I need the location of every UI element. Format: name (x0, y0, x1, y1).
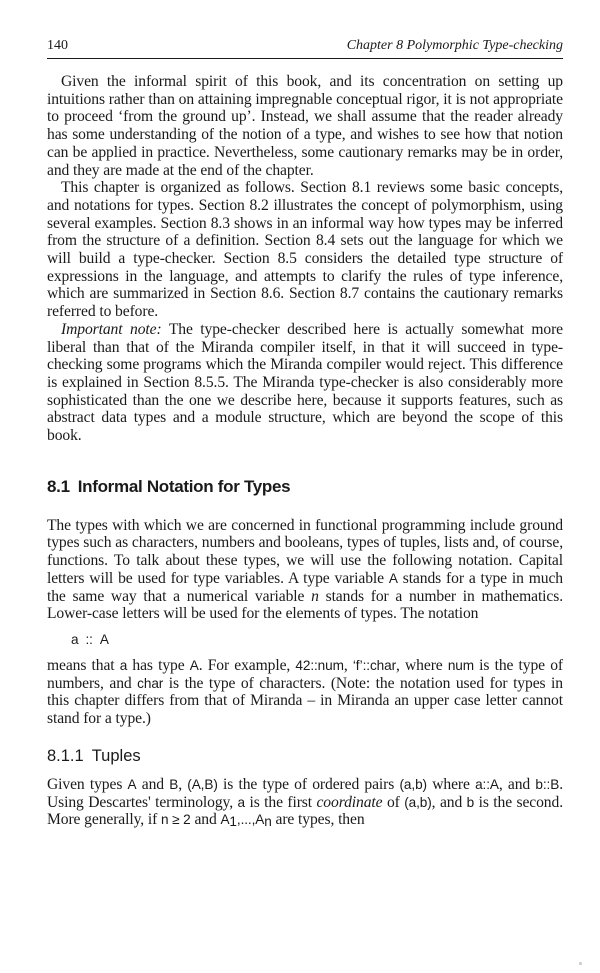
code-term: A (255, 812, 265, 828)
text-run: . Using Descartes' terminology, (47, 775, 563, 811)
section-number: 8.1 (47, 476, 70, 496)
code-term: A (127, 776, 137, 792)
text-run: , and (498, 775, 536, 793)
section-8-1-1-body (47, 776, 563, 829)
code-term: (a,b) (404, 794, 432, 810)
subsection-heading-8-1-1 (47, 746, 563, 766)
math-variable: n (311, 587, 319, 605)
code-term: (A,B) (187, 776, 218, 792)
chapter-title: Chapter 8 Polymorphic Type-checking (346, 38, 563, 53)
code-term: num (447, 657, 474, 673)
text-run: is the type of characters. (Note: the notation used for types in this chapter differs from that of Miranda – in Miranda an upper case letter cannot stand for a type.) (47, 674, 563, 728)
important-note-label: Important note: (61, 320, 162, 338)
text-run: is the type of ordered pairs (217, 775, 400, 793)
ellipsis: ,..., (236, 812, 256, 828)
code-term: b::B (535, 776, 560, 792)
code-term: A (220, 812, 230, 828)
important-note-paragraph (47, 321, 563, 445)
emphasized-term: coordinate (316, 793, 383, 811)
code-term: ‘f’::char (352, 657, 397, 673)
text-run: are types, then (271, 811, 365, 829)
page-number: 140 (47, 38, 68, 53)
text-run: , (178, 775, 188, 793)
text-run: , and (431, 793, 467, 811)
running-header (47, 38, 563, 59)
book-page (47, 38, 563, 829)
text-run: . For example, (198, 656, 296, 674)
text-run: of (382, 793, 405, 811)
section-title: Informal Notation for Types (77, 476, 291, 496)
chapter-intro (47, 73, 563, 445)
code-term: b (466, 794, 475, 810)
important-note-text: The type-checker described here is actually somewhat more liberal than that of the Miranda compiler itself, in that it will succeed in type-checking some programs which the Miranda compiler would reject. This difference is explained in Section 8.5.5. The Miranda type-checker is also considerably more sophisticated than the one we describe here, because it supports features, such as abstract data types and a module structure, which are beyond the scope of this book. (47, 320, 563, 445)
text-run: where (426, 775, 476, 793)
code-term: char (137, 675, 164, 691)
types-paragraph (47, 517, 563, 623)
section-8-1-body (47, 517, 563, 728)
text-run: has type (127, 656, 190, 674)
text-run: The types with which we are concerned in functional programming include ground types such as characters, numbers and booleans, types of tuples, lists and, of course, functions. To talk about these types, we will use the following notation. Capital letters will be used for type variables. A type variable (47, 516, 563, 587)
intro-paragraph-1: Given the informal spirit of this book, and its concentration on setting up intuitions rather than on attaining impregnable conceptual rigor, it is not appropriate to proceed ‘from the ground up’. Instead, we shall assume that the reader already has some understanding of the notion of a type, and wishes to see how that notion can be applied in practice. Nevertheless, some cautionary remarks may be in order, and they are made at the end of the chapter. (47, 73, 563, 179)
display-lhs: a (71, 631, 79, 647)
notation-meaning-paragraph (47, 657, 563, 728)
code-term: B (169, 776, 179, 792)
text-run: means that (47, 656, 120, 674)
text-run: and (190, 811, 221, 829)
text-run: Given types (47, 775, 128, 793)
text-run: is the type of numbers, and (47, 656, 563, 692)
intro-paragraph-2: This chapter is organized as follows. Section 8.1 reviews some basic concepts, and notations for types. Section 8.2 illustrates the concept of polymorphism, using several examples. Section 8.3 shows in an informal way how types may be inferred from the structure of a definition. Section 8.4 sets out the language for which we will build a type-checker. Section 8.5 considers the detailed type structure of expressions in the language, and attempts to clarify the rules of type inference, which are summarized in Section 8.6. Section 8.7 contains the cautionary remarks referred to before. (47, 179, 563, 321)
subsection-number: 8.1.1 (47, 746, 84, 765)
code-term: (a,b) (399, 776, 427, 792)
text-run: , (343, 656, 353, 674)
text-run: and (136, 775, 170, 793)
display-operator: :: (85, 631, 93, 647)
subscript: n (264, 814, 272, 830)
text-run: , where (396, 656, 448, 674)
code-term: a (237, 794, 245, 810)
code-term: A (189, 657, 199, 673)
section-heading-8-1 (47, 477, 563, 497)
text-run: stands for a number in mathematics. Lower-case letters will be used for the elements of types. The notation (47, 587, 563, 623)
subscript: 1 (229, 814, 237, 830)
text-run: is the second. More generally, if (47, 793, 563, 829)
code-term: 42::num (295, 657, 344, 673)
text-run: stands for a type in much the same way that a numerical variable (47, 569, 563, 605)
notation-display (71, 631, 563, 649)
text-run: is the first (245, 793, 317, 811)
display-rhs: A (99, 631, 109, 647)
scan-artifact (579, 962, 582, 965)
subsection-title: Tuples (91, 746, 141, 765)
code-term: a::A (475, 776, 499, 792)
type-variable: A (388, 570, 398, 586)
tuples-paragraph (47, 776, 563, 829)
code-term: a (119, 657, 128, 673)
math-condition: n ≥ 2 (161, 812, 191, 828)
